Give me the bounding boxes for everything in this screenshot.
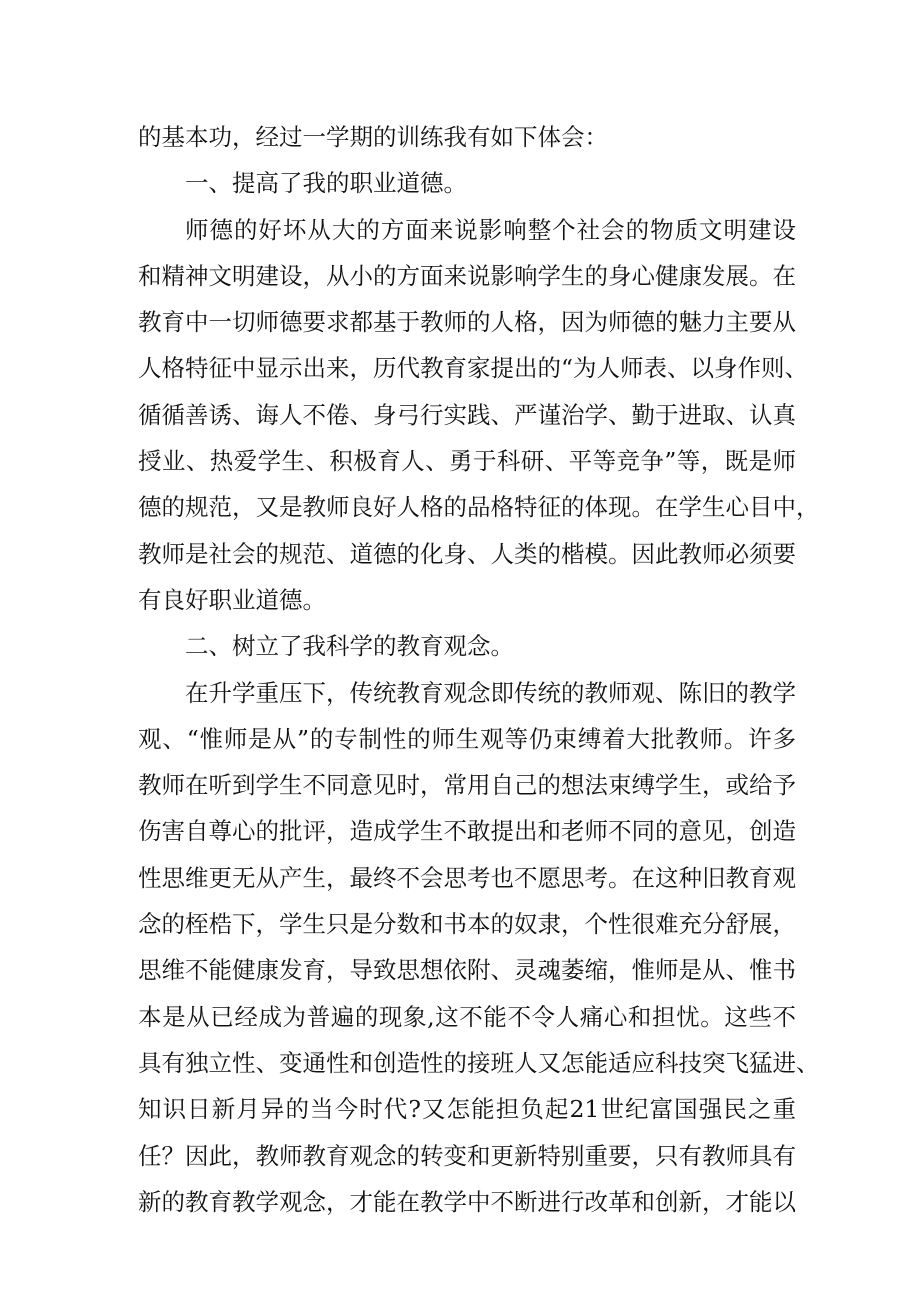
text-line: 知识日新月异的当今时代?又怎能担负起21世纪富国强民之重 bbox=[138, 1095, 796, 1124]
section-heading: 一、提高了我的职业道德。 bbox=[185, 169, 467, 198]
section-heading: 二、树立了我科学的教育观念。 bbox=[185, 632, 514, 661]
text-line: 新的教育教学观念，才能在教学中不断进行改革和创新，才能以 bbox=[138, 1187, 796, 1216]
text-line: 伤害自尊心的批评，造成学生不敢提出和老师不同的意见，创造 bbox=[138, 817, 796, 846]
text-line: 循循善诱、诲人不倦、身弓行实践、严谨治学、勤于进取、认真 bbox=[138, 400, 796, 429]
text-line: 授业、热爱学生、积极育人、勇于科研、平等竞争”等，既是师 bbox=[138, 447, 796, 476]
text-line: 教师在听到学生不同意见时，常用自己的想法束缚学生，或给予 bbox=[138, 771, 796, 800]
text-line: 在升学重压下，传统教育观念即传统的教师观、陈旧的教学 bbox=[185, 678, 796, 707]
text-line: 有良好职业道德。 bbox=[138, 585, 326, 614]
text-line: 教育中一切师德要求都基于教师的人格，因为师德的魅力主要从 bbox=[138, 308, 796, 337]
text-line: 具有独立性、变通性和创造性的接班人又怎能适应科技突飞猛进、 bbox=[138, 1048, 820, 1077]
text-line: 观、“惟师是从”的专制性的师生观等仍束缚着大批教师。许多 bbox=[138, 724, 796, 753]
text-line: 本是从已经成为普遍的现象,这不能不令人痛心和担忧。这些不 bbox=[138, 1002, 796, 1031]
text-line: 思维不能健康发育，导致思想依附、灵魂萎缩，惟师是从、惟书 bbox=[138, 956, 796, 985]
text-line: 教师是社会的规范、道德的化身、人类的楷模。因此教师必须要 bbox=[138, 539, 796, 568]
text-line: 和精神文明建设，从小的方面来说影响学生的身心健康发展。在 bbox=[138, 261, 796, 290]
text-line: 师德的好坏从大的方面来说影响整个社会的物质文明建设 bbox=[185, 215, 796, 244]
document-body bbox=[138, 114, 820, 1225]
text-line: 德的规范，又是教师良好人格的品格特征的体现。在学生心目中， bbox=[138, 493, 820, 522]
text-line: 念的桎梏下，学生只是分数和书本的奴隶，个性很难充分舒展， bbox=[138, 910, 796, 939]
text-line: 的基本功，经过一学期的训练我有如下体会： bbox=[138, 123, 608, 151]
text-line: 人格特征中显示出来，历代教育家提出的“为人师表、以身作则、 bbox=[138, 354, 809, 383]
text-line: 性思维更无从产生，最终不会思考也不愿思考。在这种旧教育观 bbox=[138, 863, 796, 892]
text-line: 任？因此，教师教育观念的转变和更新特别重要，只有教师具有 bbox=[138, 1141, 796, 1170]
